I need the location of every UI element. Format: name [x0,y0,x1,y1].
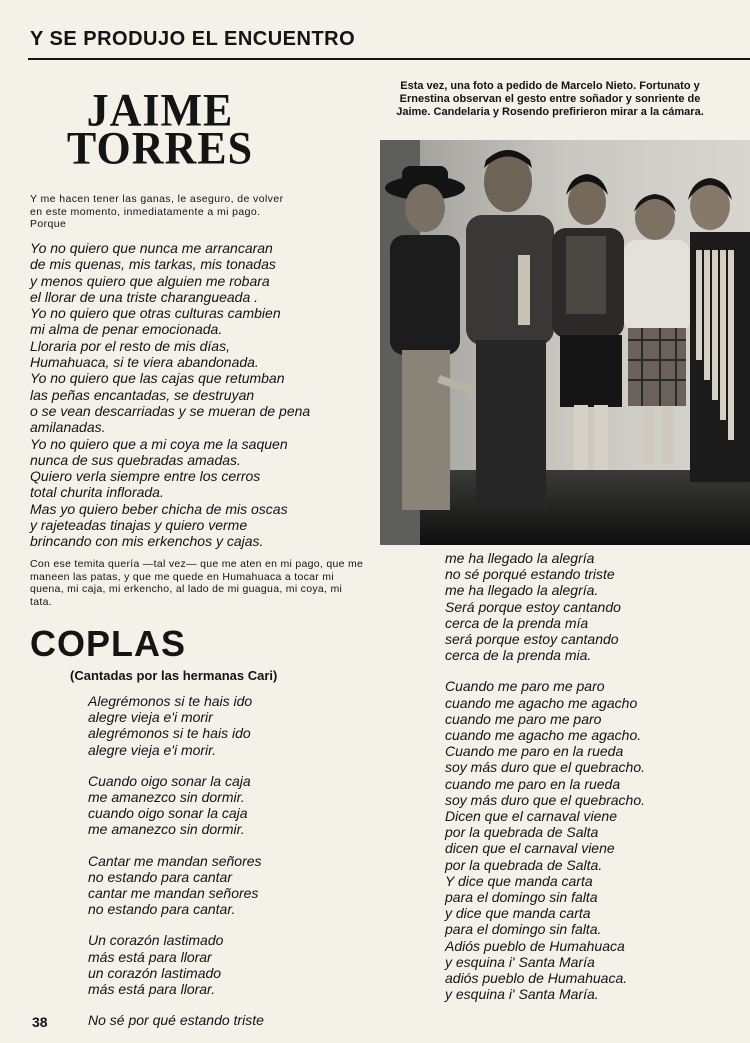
group-photo-illustration [380,140,750,545]
verse-line: Adiós pueblo de Humahuaca [445,937,625,954]
group-photo [380,140,750,545]
verse-line: por la quebrada de Salta [445,824,599,841]
stanza [445,550,745,663]
intro-paragraph: Y me hacen tener las ganas, le aseguro, de volver en este momento, inmediatamente a mi pago. Porque [30,193,284,230]
verse-line: Dicen que el carnaval viene [445,808,617,825]
poem-line: Humahuaca, si te viera abandonada. [30,354,259,371]
poem-line: Yo no quiero que nunca me arrancaran [30,240,273,256]
verse-line: alegre vieja e'i morir [88,709,213,726]
verse-line: para el domingo sin falta [445,889,598,906]
poem-line: las peñas encantadas, se destruyan [30,386,255,403]
poem-line: total churita inflorada. [30,484,164,501]
poem [30,240,370,550]
verse-line: cuando me agacho me agacho [445,694,638,711]
verse-line: será porque estoy cantando [445,631,619,648]
stanza [88,693,368,758]
title-line-1: JAIME [86,84,234,137]
verse-line: Y dice que manda carta [445,872,593,889]
photo-caption: Esta vez, una foto a pedido de Marcelo Nieto. Fortunato y Ernestina observan el gesto entre soñador y sonriente de Jaime. Candelaria y Rosendo prefirieron mirar a la cámara. [396,80,704,118]
poem-line: nunca de sus quebradas amadas. [30,451,241,468]
poem-line: Quiero verla siempre entre los cerros [30,468,261,485]
header-rule [28,58,750,60]
coplas-left-column [88,693,368,1043]
verse-line: adiós pueblo de Humahuaca. [445,970,628,987]
poem-line: y rajeteadas tinajas y quiero verme [30,517,248,534]
verse-line: no sé porqué estando triste [445,566,615,583]
poem-line: Yo no quiero que las cajas que retumban [30,370,285,387]
poem-line: Lloraria por el resto de mis días, [30,337,230,354]
poem-line: o se vean descarriadas y se mueran de pena [30,402,311,419]
verse-line: cuando oigo sonar la caja [88,805,248,822]
verse-line: no estando para cantar. [88,901,236,918]
verse-line: alegre vieja e'i morir. [88,741,217,758]
verse-line: Cantar me mandan señores [88,852,262,869]
verse-line: y esquina i' Santa María [445,953,595,970]
verse-line: me amanezco sin dormir. [88,789,245,806]
poem-line: mi alma de penar emocionada. [30,321,223,338]
verse-line: soy más duro que el quebracho. [445,791,646,808]
stanza [88,932,368,997]
stanza [88,853,368,918]
verse-line: No sé por qué estando triste [88,1012,264,1029]
coplas-title: COPLAS [30,623,187,664]
verse-line: Cuando me paro me paro [445,678,605,695]
verse-line: y esquina i' Santa María. [445,986,599,1003]
section-header: Y SE PRODUJO EL ENCUENTRO [30,28,356,50]
poem-line: y menos quiero que alguien me robara [30,272,270,289]
page-number: 38 [32,1014,48,1030]
verse-line: más está para llorar. [88,981,216,998]
stanza [88,1012,368,1028]
verse-line: dicen que el carnaval viene [445,840,615,857]
poem-line: Mas yo quiero beber chicha de mis oscas [30,500,288,517]
poem-line: Yo no quiero que a mi coya me la saquen [30,435,288,452]
poem-line: el llorar de una triste charangueada . [30,288,259,305]
verse-line: Alegrémonos si te hais ido [88,693,253,709]
stanza [445,678,745,1002]
verse-line: por la quebrada de Salta. [445,856,603,873]
verse-line: más está para llorar [88,948,212,965]
mid-paragraph: Con ese temita quería —tal vez— que me aten en mi pago, que me maneen las patas, y que me quede en Humahuaca a tocar mi quena, mi caja, mi erkencho, al lado de mi guagua, mi coya, mi tata. [30,558,364,608]
verse-line: me ha llegado la alegría [445,550,595,566]
verse-line: cerca de la prenda mia. [445,647,592,664]
verse-line: cuando me paro me paro [445,710,602,727]
verse-line: cuando me paro en la rueda [445,775,621,792]
poem-line: de mis quenas, mis tarkas, mis tonadas [30,256,276,273]
stanza [88,773,368,838]
verse-line: un corazón lastimado [88,964,222,981]
poem-line: brincando con mis erkenchos y cajas. [30,533,264,550]
verse-line: me amanezco sin dormir. [88,821,245,838]
verse-line: cantar me mandan señores [88,885,259,902]
verse-line: cuando me agacho me agacho. [445,727,642,744]
verse-line: Cuando me paro en la rueda [445,743,624,760]
article-title [55,84,265,175]
verse-line: Será porque estoy cantando [445,598,621,615]
coplas-right-column [445,550,745,1017]
poem-line: amilanadas. [30,419,106,436]
title-line-2: TORRES [66,122,254,175]
verse-line: cerca de la prenda mía [445,614,589,631]
poem-line: Yo no quiero que otras culturas cambien [30,305,281,322]
verse-line: me ha llegado la alegría. [445,582,599,599]
verse-line: Un corazón lastimado [88,932,224,949]
verse-line: alegrémonos si te hais ido [88,725,251,742]
coplas-subtitle: (Cantadas por las hermanas Cari) [70,668,278,683]
verse-line: y dice que manda carta [445,905,591,922]
verse-line: para el domingo sin falta. [445,921,602,938]
verse-line: soy más duro que el quebracho. [445,759,646,776]
verse-line: Cuando oigo sonar la caja [88,772,251,789]
verse-line: no estando para cantar [88,868,232,885]
